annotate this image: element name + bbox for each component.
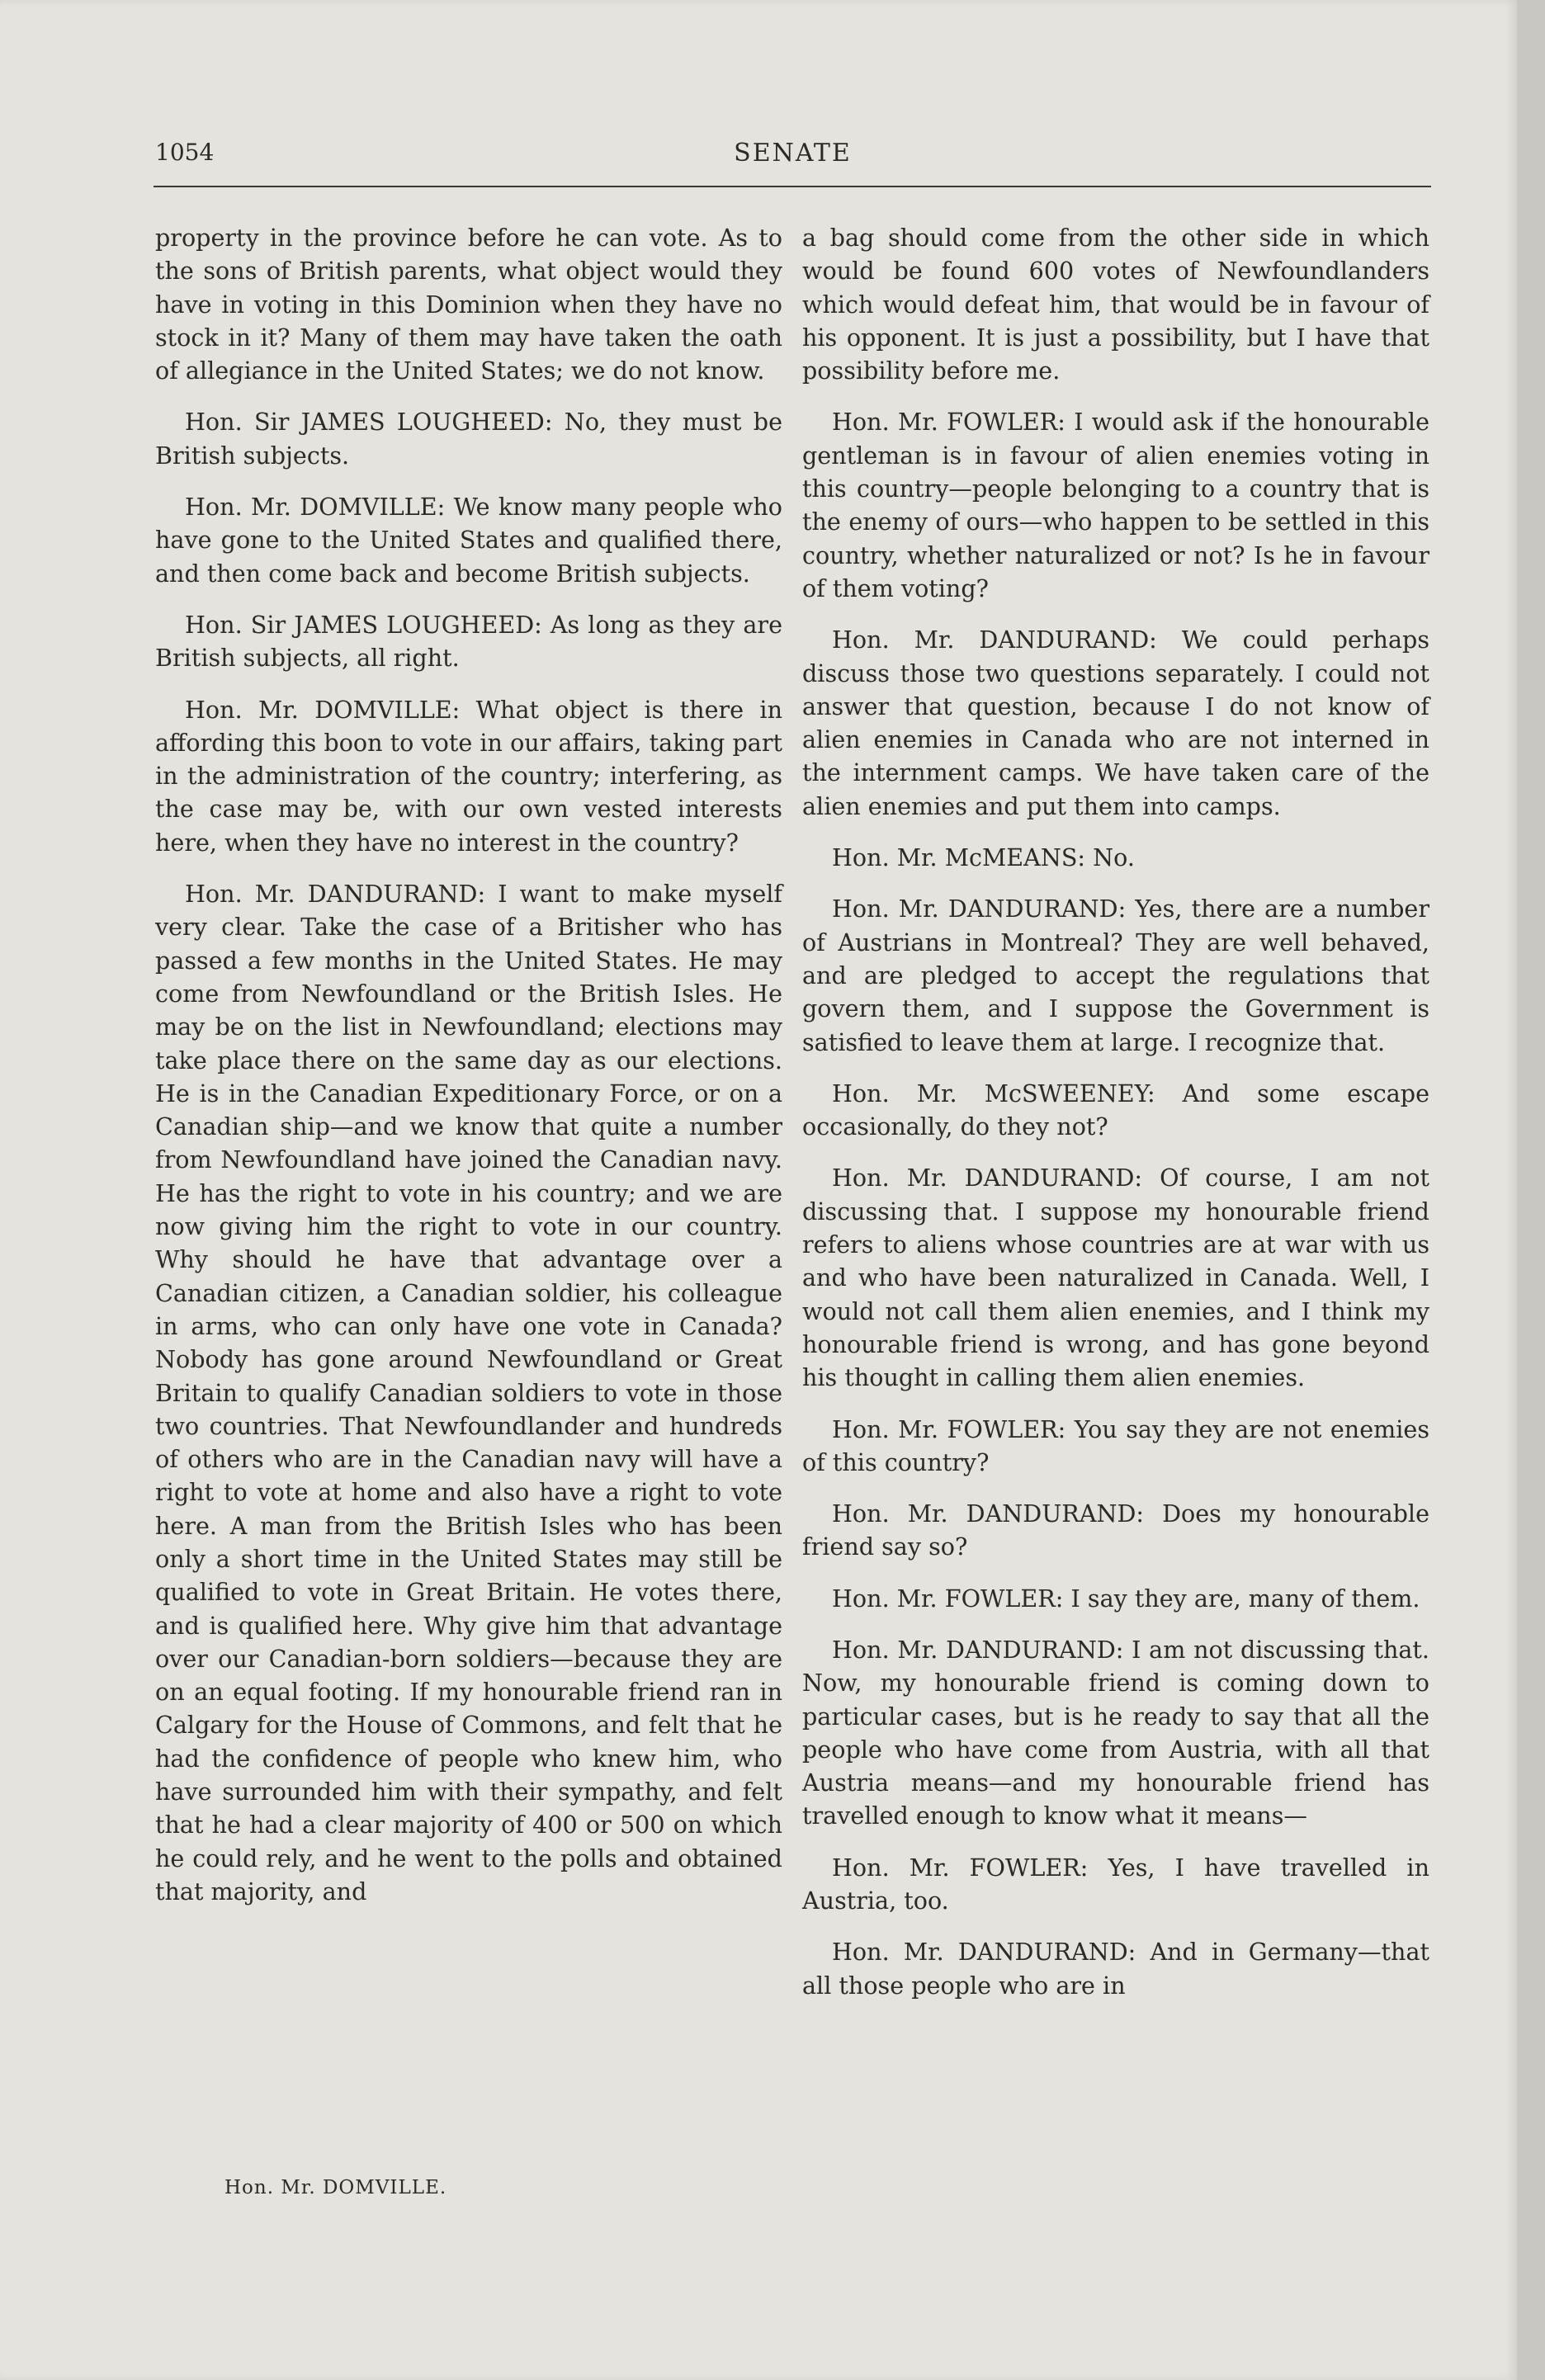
paragraph: Hon. Mr. DANDURAND: Does my honourable friend say so? bbox=[802, 1499, 1429, 1561]
paragraph: Hon. Mr. FOWLER: You say they are not enemies of this country? bbox=[802, 1414, 1429, 1476]
paragraph: Hon. Mr. DANDURAND: We could perhaps discuss those two questions separately. I could not answer that question, because I do not know of alien enemies in Canada who are not interned in the internment camps. We have taken care of the alien enemies and put them into camps. bbox=[802, 626, 1429, 820]
paragraph: Hon. Mr. FOWLER: I would ask if the honourable gentleman is in favour of alien enemies voting in this country—people belonging to a country that is the enemy of ours—who happen to be settled in this country, whether naturalized or not? Is he in favour of them voting? bbox=[802, 408, 1429, 602]
page-number: 1054 bbox=[155, 139, 215, 166]
right-column bbox=[802, 221, 1429, 2020]
header-rule bbox=[154, 186, 1431, 187]
left-column bbox=[155, 221, 782, 1926]
page-header bbox=[155, 139, 1430, 188]
paragraph: Hon. Mr. McMEANS: No. bbox=[832, 843, 1135, 872]
paragraph: a bag should come from the other side in which would be found 600 votes of Newfoundlanders which would defeat him, that would be in favour of his opponent. It is just a possibility, but I have that possibility before me. bbox=[802, 224, 1429, 385]
paragraph: Hon. Sir JAMES LOUGHEED: No, they must be British subjects. bbox=[155, 408, 782, 470]
running-title: SENATE bbox=[734, 139, 852, 168]
paragraph: Hon. Mr. McSWEENEY: And some escape occasionally, do they not? bbox=[802, 1079, 1429, 1141]
footer-catchword: Hon. Mr. DOMVILLE. bbox=[224, 2177, 447, 2198]
paragraph: Hon. Mr. DANDURAND: Yes, there are a number of Austrians in Montreal? They are well behaved, and are pledged to accept the regulations that govern them, and I suppose the Government is satisfied to leave them at large. I recognize that. bbox=[802, 895, 1429, 1056]
paragraph: Hon. Mr. DANDURAND: Of course, I am not discussing that. I suppose my honourable friend refers to aliens whose countries are at war with us and who have been naturalized in Canada. Well, I would not call them alien enemies, and I think my honourable friend is wrong, and has gone beyond his thought in calling them alien enemies. bbox=[802, 1164, 1429, 1392]
paragraph: Hon. Mr. DOMVILLE: What object is there in affording this boon to vote in our affairs, taking part in the administration of the country; interfering, as the case may be, with our own vested interests here, when they have no interest in the country? bbox=[155, 695, 782, 857]
paragraph: Hon. Mr. FOWLER: Yes, I have travelled in Austria, too. bbox=[802, 1853, 1429, 1915]
paragraph: Hon. Mr. FOWLER: I say they are, many of them. bbox=[832, 1584, 1420, 1613]
paragraph: Hon. Mr. DOMVILLE: We know many people who have gone to the United States and qualified there, and then come back and become British subjects. bbox=[155, 493, 782, 588]
paragraph: Hon. Sir JAMES LOUGHEED: As long as they are British subjects, all right. bbox=[155, 610, 782, 673]
paragraph: Hon. Mr. DANDURAND: I want to make myself very clear. Take the case of a Britisher who has passed a few months in the United States. He may come from Newfoundland or the British Isles. He may be on the list in Newfoundland; elections may take place there on the same day as our elections. He is in the Canadian Expeditionary Force, or on a Canadian ship—and we know that quite a number from Newfoundland have joined the Canadian navy. He has the right to vote in his country; and we are now giving him the right to vote in our country. Why should he have that advantage over a Canadian citizen, a Canadian soldier, his colleague in arms, who can only have one vote in Canada? Nobody has gone around Newfoundland or Great Britain to qualify Canadian soldiers to vote in those two countries. That Newfoundlander and hundreds of others who are in the Canadian navy will have a right to vote at home and also have a right to vote here. A man from the British Isles who has been only a short time in the United States may still be qualified to vote in Great Britain. He votes there, and is qualified here. Why give him that advantage over our Canadian-born soldiers—because they are on an equal footing. If my honourable friend ran in Calgary for the House of Commons, and felt that he had the confidence of people who knew him, who have surrounded him with their sympathy, and felt that he had a clear majority of 400 or 500 on which he could rely, and he went to the polls and obtained that majority, and bbox=[155, 880, 782, 1905]
paragraph: property in the province before he can vote. As to the sons of British parents, what object would they have in voting in this Dominion when they have no stock in it? Many of them may have taken the oath of allegiance in the United States; we do not know. bbox=[155, 224, 782, 385]
paragraph: Hon. Mr. DANDURAND: And in Germany—that all those people who are in bbox=[802, 1938, 1429, 2000]
paragraph: Hon. Mr. DANDURAND: I am not discussing that. Now, my honourable friend is coming down to particular cases, but is he ready to say that all the people who have come from Austria, with all that Austria means—and my honourable friend has travelled enough to know what it means— bbox=[802, 1635, 1429, 1830]
